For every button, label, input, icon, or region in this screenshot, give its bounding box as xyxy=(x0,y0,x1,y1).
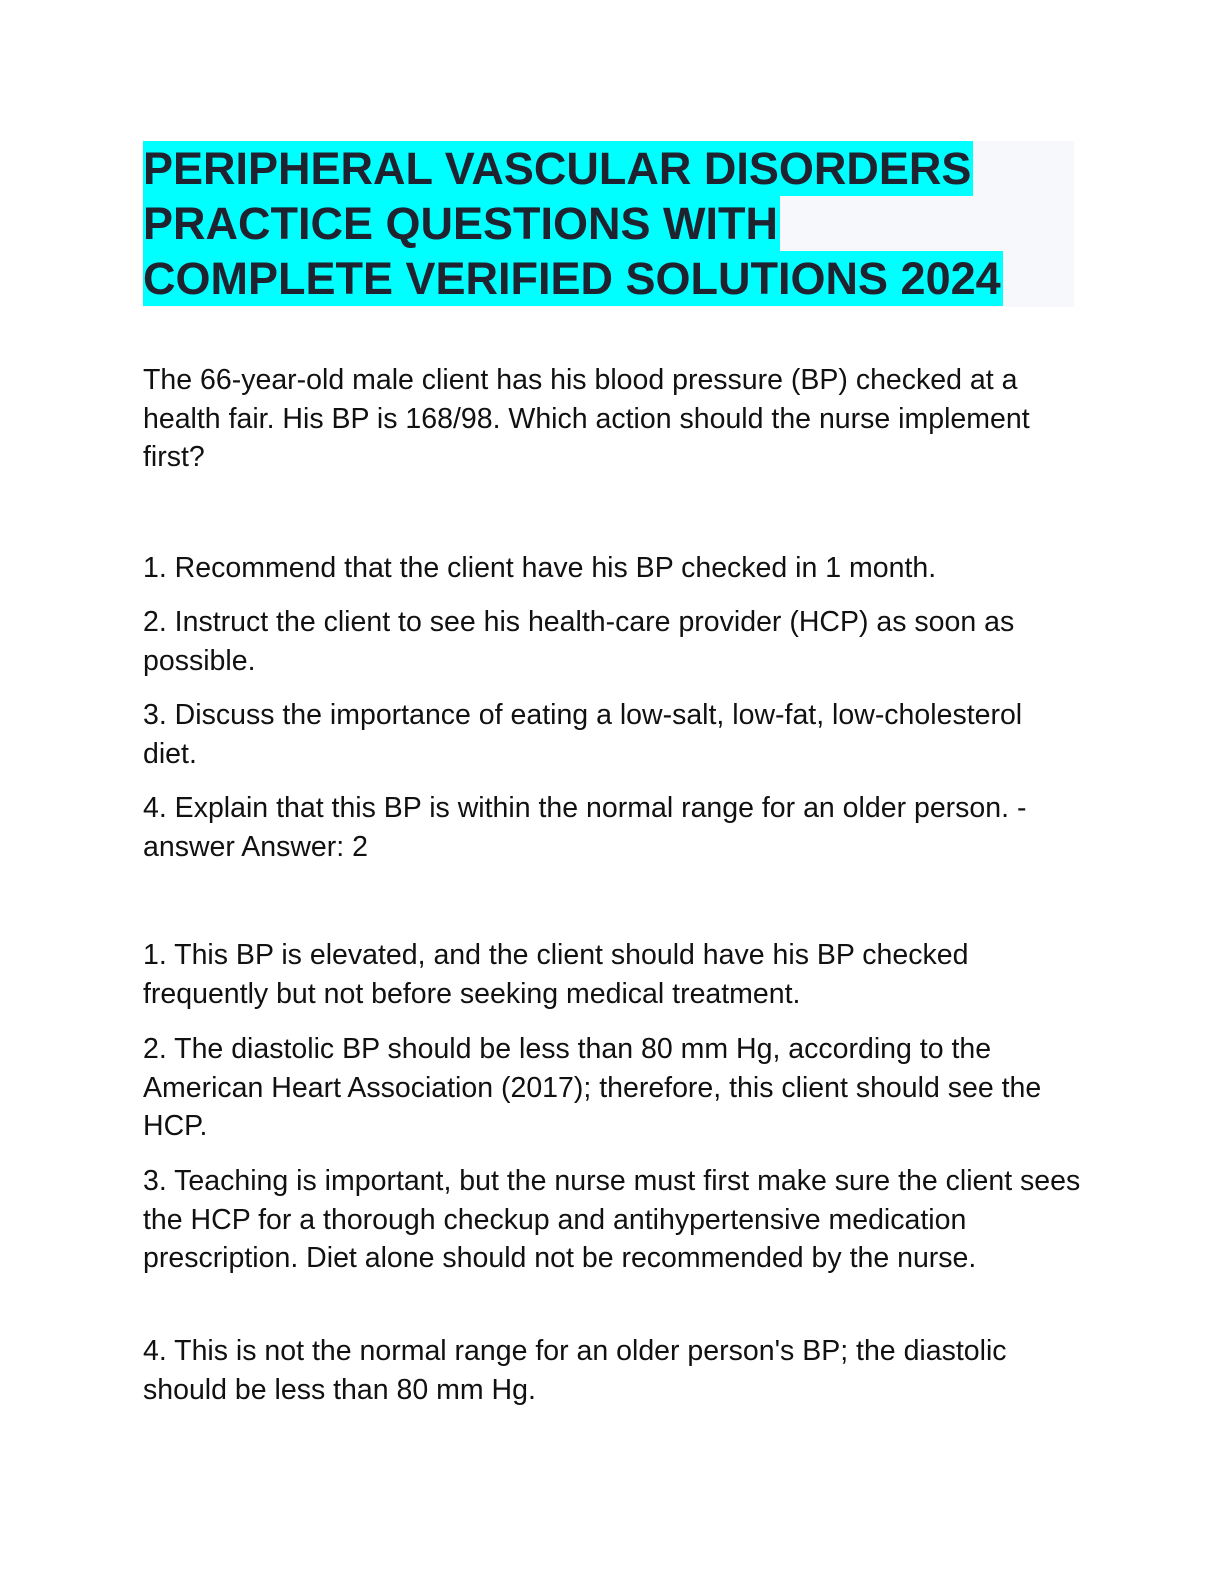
answer-option-4: 4. Explain that this BP is within the normal range for an older person. - answer Answer: 2 xyxy=(143,792,1027,863)
rationale-1: 1. This BP is elevated, and the client should have his BP checked frequently but not before seeking medical treatment. xyxy=(143,939,969,1010)
title-line-2: PRACTICE QUESTIONS WITH xyxy=(143,198,779,249)
question-text: The 66-year-old male client has his blood pressure (BP) checked at a health fair. His BP is 168/98. Which action should the nurse implement first? xyxy=(143,364,1030,473)
title-line-3: COMPLETE VERIFIED SOLUTIONS 2024 xyxy=(143,253,1001,304)
title-line-1: PERIPHERAL VASCULAR DISORDERS xyxy=(143,143,972,194)
rationale-4: 4. This is not the normal range for an older person's BP; the diastolic should be less than 80 mm Hg. xyxy=(143,1335,1007,1406)
title-block xyxy=(143,141,1074,307)
rationale-3: 3. Teaching is important, but the nurse must first make sure the client sees the HCP for a thorough checkup and antihypertensive medication prescription. Diet alone should not be recommended by the nurse. xyxy=(143,1165,1081,1274)
rationale-2: 2. The diastolic BP should be less than 80 mm Hg, according to the American Heart Association (2017); therefore, this client should see the HCP. xyxy=(143,1033,1042,1142)
answer-option-3: 3. Discuss the importance of eating a low-salt, low-fat, low-cholesterol diet. xyxy=(143,699,1023,770)
answer-option-2: 2. Instruct the client to see his health-care provider (HCP) as soon as possible. xyxy=(143,606,1015,677)
answer-option-1: 1. Recommend that the client have his BP checked in 1 month. xyxy=(143,552,937,584)
